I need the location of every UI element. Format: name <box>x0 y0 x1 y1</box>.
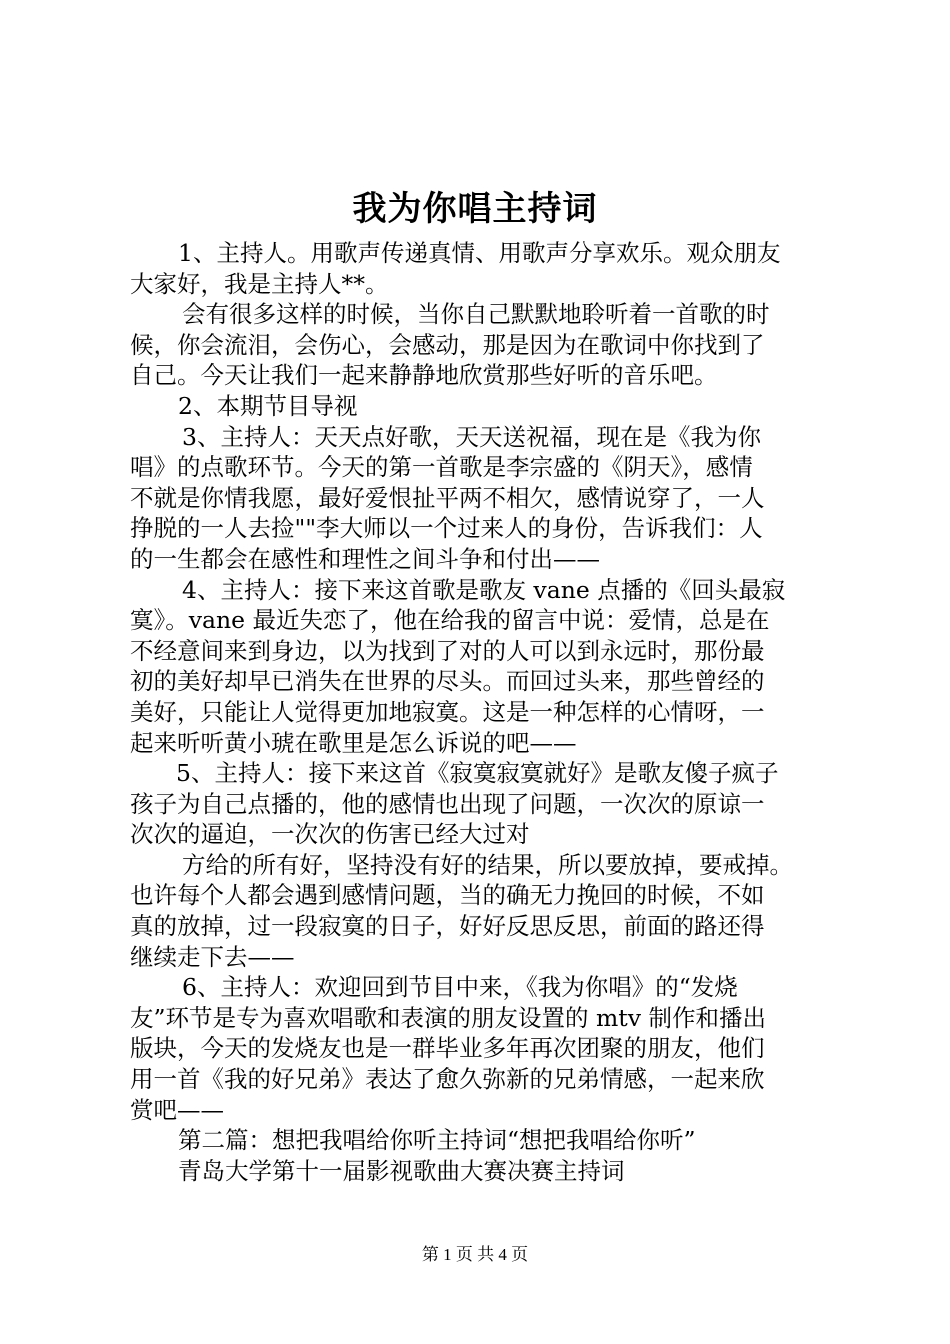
text-line: 候，你会流泪，会伤心，会感动，那是因为在歌词中你找到了 <box>130 330 765 359</box>
text-line: 自己。今天让我们一起来静静地欣赏那些好听的音乐吧。 <box>130 361 718 390</box>
text-line: 唱》的点歌环节。今天的第一首歌是李宗盛的《阴天》，感情 <box>130 453 753 482</box>
text-line: 的一生都会在感性和理性之间斗争和付出—— <box>130 544 600 573</box>
text-line: 继续走下去—— <box>130 942 295 971</box>
text-line: 友”环节是专为喜欢唱歌和表演的朋友设置的 mtv 制作和播出 <box>130 1003 766 1032</box>
text-line: 孩子为自己点播的，他的感情也出现了问题，一次次的原谅一 <box>130 789 765 818</box>
text-line: 挣脱的一人去捡""李大师以一个过来人的身份，告诉我们：人 <box>130 514 763 543</box>
text-line: 不就是你情我愿，最好爱恨扯平两不相欠，感情说穿了，一人 <box>130 483 765 512</box>
text-line: 次次的逼迫，一次次的伤害已经大过对 <box>130 820 530 849</box>
text-line: 1、主持人。用歌声传递真情、用歌声分享欢乐。观众朋友 <box>178 239 781 267</box>
text-line: 不经意间来到身边，以为找到了对的人可以到永远时，那份最 <box>130 636 765 665</box>
text-line: 赏吧—— <box>130 1095 224 1124</box>
page-footer: 第 1 页 共 4 页 <box>421 1245 529 1264</box>
text-line: 起来听听黄小琥在歌里是怎么诉说的吧—— <box>130 728 577 757</box>
text-line: 真的放掉，过一段寂寞的日子，好好反思反思，前面的路还得 <box>130 912 765 941</box>
text-line: 美好，只能让人觉得更加地寂寞。这是一种怎样的心情呀，一 <box>130 697 765 726</box>
text-line: 初的美好却早已消失在世界的尽头。而回过头来，那些曾经的 <box>130 667 765 696</box>
text-line: 青岛大学第十一届影视歌曲大赛决赛主持词 <box>178 1156 625 1185</box>
text-line: 4、主持人：接下来这首歌是歌友 vane 点播的《回头最寂 <box>182 575 786 604</box>
text-line: 第二篇：想把我唱给你听主持词“想把我唱给你听” <box>178 1126 696 1155</box>
text-line: 用一首《我的好兄弟》表达了愈久弥新的兄弟情感，一起来欣 <box>130 1065 765 1094</box>
text-line: 会有很多这样的时候，当你自己默默地聆听着一首歌的时 <box>182 300 770 329</box>
text-line: 寞》。vane 最近失恋了，他在给我的留言中说：爱情，总是在 <box>130 606 770 635</box>
text-line: 6、主持人：欢迎回到节目中来，《我为你唱》的“发烧 <box>182 973 738 1002</box>
text-line: 版块，今天的发烧友也是一群毕业多年再次团聚的朋友，他们 <box>130 1034 765 1063</box>
document-title: 我为你唱主持词 <box>352 189 598 229</box>
text-line: 方给的所有好，坚持没有好的结果，所以要放掉，要戒掉。 <box>182 850 793 879</box>
text-line: 大家好，我是主持人**。 <box>130 269 389 298</box>
text-line: 也许每个人都会遇到感情问题，当的确无力挽回的时候，不如 <box>130 881 765 910</box>
text-line: 5、主持人：接下来这首《寂寞寂寞就好》是歌友傻子疯子 <box>176 759 779 788</box>
text-line: 3、主持人：天天点好歌，天天送祝福，现在是《我为你 <box>182 422 761 451</box>
text-line: 2、本期节目导视 <box>178 391 358 420</box>
document-body <box>130 238 835 1186</box>
